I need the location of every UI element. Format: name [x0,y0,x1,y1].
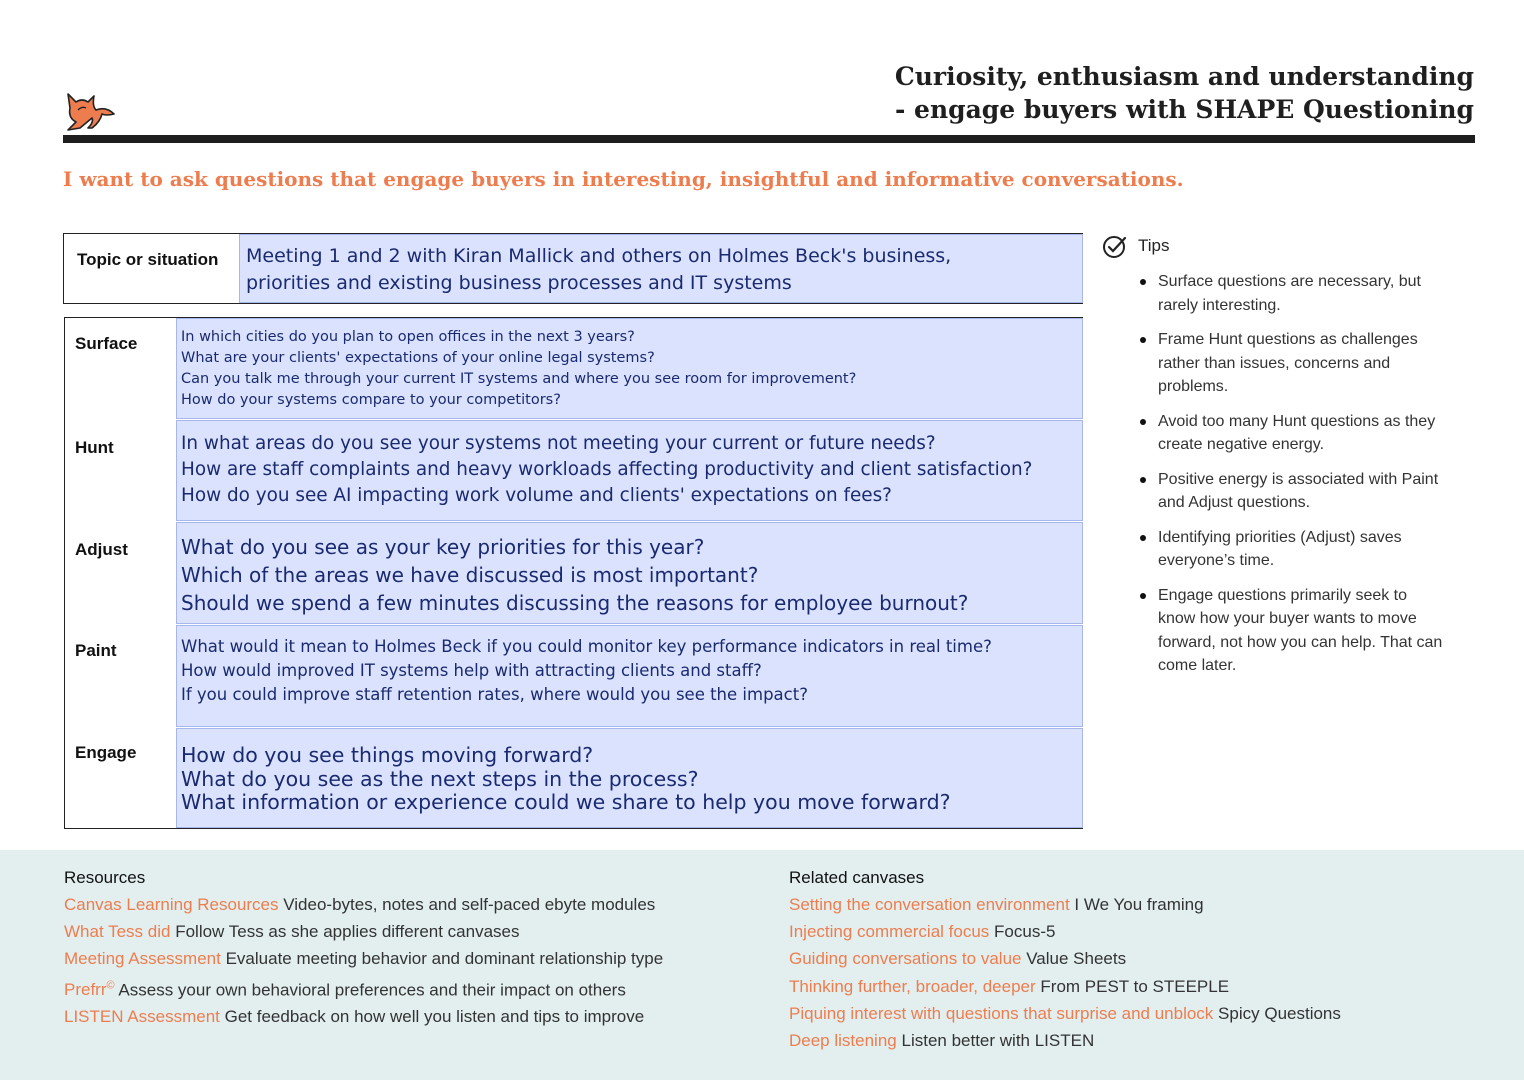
related-link[interactable]: Thinking further, broader, deeper [789,976,1036,996]
related-link[interactable]: Injecting commercial focus [789,922,990,942]
surface-questions-field[interactable] [176,318,1083,419]
header-divider [63,135,1475,143]
paint-questions-field[interactable] [176,625,1083,727]
tip-item: Positive energy is associated with Paint and Adjust questions. [1102,468,1448,515]
topic-field[interactable] [239,234,1083,303]
related-row: Deep listening Listen better with LISTEN [789,1031,1095,1051]
page-subtitle: I want to ask questions that engage buyers in interesting, insightful and informative conversations. [63,167,1184,191]
topic-line-1: Meeting 1 and 2 with Kiran Mallick and others on Holmes Beck's business, [246,245,952,267]
question-line: What do you see as the next steps in the process? [181,766,699,791]
related-row: Piquing interest with questions that surprise and unblock Spicy Questions [789,1003,1341,1023]
topic-label: Topic or situation [77,250,219,269]
tip-item: Engage questions primarily seek to know how your buyer wants to move forward, not how you can help. That can come later. [1102,584,1448,678]
question-line: In which cities do you plan to open offices in the next 3 years? [181,329,635,345]
topic-section [63,233,1083,304]
question-line: Should we spend a few minutes discussing the reasons for employee burnout? [181,591,969,615]
question-line: What would it mean to Holmes Beck if you could monitor key performance indicators in real time? [181,637,992,656]
row-label-surface: Surface [75,334,138,353]
row-label-adjust: Adjust [75,540,128,559]
tips-list [1102,270,1462,678]
resource-row: LISTEN Assessment Get feedback on how well you listen and tips to improve [64,1007,645,1027]
title-line-1: Curiosity, enthusiasm and understanding [894,62,1474,91]
tip-item: Frame Hunt questions as challenges rather than issues, concerns and problems. [1102,328,1448,399]
engage-questions-field[interactable] [176,728,1083,828]
page-title [895,60,1474,126]
resource-row: Meeting Assessment Evaluate meeting behavior and dominant relationship type [64,949,664,969]
title-line-2: - engage buyers with SHAPE Questioning [894,95,1474,124]
question-line: How are staff complaints and heavy workloads affecting productivity and client satisfaction? [181,459,1033,480]
resource-link[interactable]: What Tess did [64,922,171,942]
resource-row: Canvas Learning Resources Video-bytes, notes and self-paced ebyte modules [64,895,656,914]
question-line: How would improved IT systems help with attracting clients and staff? [181,661,762,680]
question-line: Which of the areas we have discussed is most important? [181,563,759,587]
question-line: Can you talk me through your current IT systems and where you see room for improvement? [181,371,857,387]
topic-line-2: priorities and existing business processes and IT systems [246,272,792,294]
row-label-paint: Paint [75,641,117,660]
tip-item: Identifying priorities (Adjust) saves everyone’s time. [1102,526,1448,573]
tip-item: Avoid too many Hunt questions as they create negative energy. [1102,410,1448,457]
related-link[interactable]: Piquing interest with questions that surprise and unblock [789,1003,1214,1023]
shape-row-adjust [65,522,1083,624]
related-canvases-column [789,868,1341,1054]
resource-row: Prefrr© Assess your own behavioral preferences and their impact on others [64,979,626,1000]
hunt-questions-field[interactable] [176,420,1083,521]
resource-link[interactable]: Prefrr© [64,979,115,1000]
check-circle-icon [1102,234,1128,260]
related-link[interactable]: Deep listening [789,1031,897,1051]
shape-row-surface [65,318,1083,419]
question-line: What information or experience could we share to help you move forward? [181,790,951,814]
row-label-hunt: Hunt [75,438,114,457]
fox-logo-icon [62,84,116,132]
question-line: How do you see AI impacting work volume and clients' expectations on fees? [181,485,892,506]
related-link[interactable]: Setting the conversation environment [789,895,1070,914]
resource-link[interactable]: Meeting Assessment [64,949,221,969]
shape-row-hunt [65,420,1083,521]
tips-title: Tips [1138,236,1170,255]
question-line: How do you see things moving forward? [181,743,594,767]
question-line: How do your systems compare to your competitors? [181,392,561,408]
shape-row-engage [65,728,1083,828]
tip-item: Surface questions are necessary, but rarely interesting. [1102,270,1448,317]
question-line: What do you see as your key priorities for this year? [181,535,705,559]
resource-row: What Tess did Follow Tess as she applies different canvases [64,922,520,942]
adjust-questions-field[interactable] [176,522,1083,624]
related-title: Related canvases [789,868,925,887]
question-line: If you could improve staff retention rates, where would you see the impact? [181,685,808,704]
related-row: Thinking further, broader, deeper From PEST to STEEPLE [789,976,1230,996]
resources-title: Resources [64,868,146,887]
row-label-engage: Engage [75,743,137,762]
question-line: What are your clients' expectations of your online legal systems? [181,350,655,366]
tips-panel [1102,234,1462,689]
footer [0,850,1524,1080]
related-row: Guiding conversations to value Value Sheets [789,949,1127,969]
resources-column [64,868,663,1031]
related-row: Injecting commercial focus Focus-5 [789,922,1056,942]
related-link[interactable]: Guiding conversations to value [789,949,1022,969]
question-line: In what areas do you see your systems not meeting your current or future needs? [181,433,936,454]
shape-row-paint [65,625,1083,727]
related-row: Setting the conversation environment I We You framing [789,895,1204,914]
shape-questions-table [64,317,1083,829]
resource-link[interactable]: Canvas Learning Resources [64,895,279,914]
resource-link[interactable]: LISTEN Assessment [64,1007,220,1027]
